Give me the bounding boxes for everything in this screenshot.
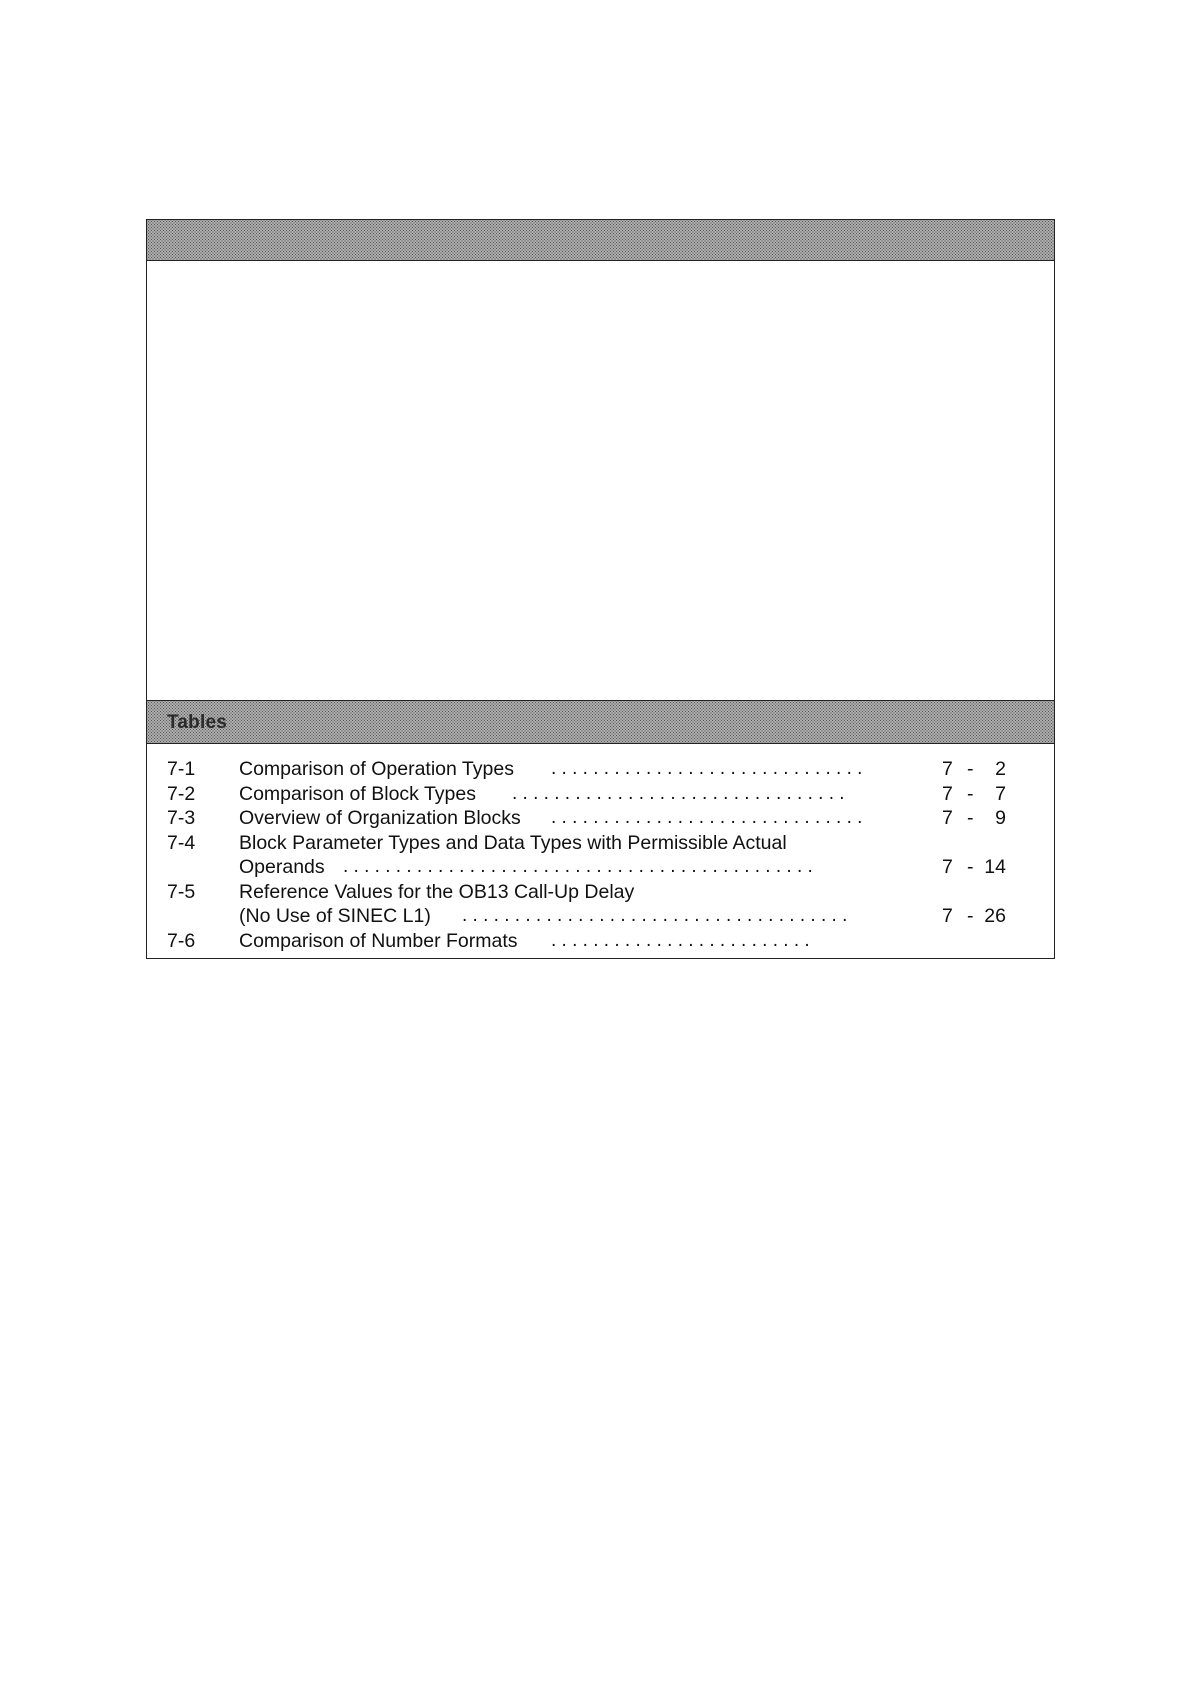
list-item[interactable] [147,757,1054,782]
tables-section-band [147,700,1054,744]
entry-number: 7-2 [167,782,196,805]
list-item[interactable] [147,929,1054,954]
entry-page: 14 [984,856,1006,878]
entry-dash: - [967,807,974,829]
entry-number: 7-5 [167,880,196,903]
entry-title: Comparison of Operation Types [239,758,514,780]
dot-leader: . . . . . . . . . . . . . . . . . . . . . . . . . . . . . . [551,807,863,828]
entry-number: 7-3 [167,807,196,829]
entry-number: 7-4 [167,831,196,854]
dot-leader: . . . . . . . . . . . . . . . . . . . . . . . . . . . . . . . . [512,782,845,804]
entry-chapter: 7 [942,856,953,878]
entry-dash: - [967,758,974,780]
entry-chapter: 7 [942,782,953,805]
entry-title-continuation: Operands [239,856,325,878]
entry-title: Reference Values for the OB13 Call-Up Delay [239,880,635,903]
list-item-continuation[interactable] [147,904,1054,929]
entry-page: 9 [995,807,1006,829]
top-shaded-band [147,220,1054,261]
list-item[interactable] [147,782,1054,807]
entry-dash: - [967,856,974,878]
list-item[interactable] [147,831,1054,856]
dot-leader: . . . . . . . . . . . . . . . . . . . . . . . . . . . . . . [551,758,863,779]
entry-page: 26 [984,905,1006,927]
entry-dash: - [967,782,974,805]
entry-chapter: 7 [942,905,953,927]
entry-title: Comparison of Number Formats [239,929,518,952]
entry-title: Block Parameter Types and Data Types with Permissible Actual [239,831,787,854]
entry-page: 2 [995,758,1006,780]
entry-chapter: 7 [942,758,953,780]
section-heading: Tables [167,712,227,733]
entry-page: 7 [995,782,1006,805]
list-item[interactable] [147,880,1054,905]
entry-dash: - [967,905,974,927]
tables-list [147,757,1054,953]
list-item-continuation[interactable] [147,855,1054,880]
entry-number: 7-6 [167,929,196,952]
dot-leader: . . . . . . . . . . . . . . . . . . . . . . . . . . . . . . . . . . . . . . . . . . . . . [343,856,813,877]
entry-title: Comparison of Block Types [239,782,476,805]
entry-title-continuation: (No Use of SINEC L1) [239,905,431,927]
entry-number: 7-1 [167,758,196,780]
list-item[interactable] [147,806,1054,831]
dot-leader: . . . . . . . . . . . . . . . . . . . . . . . . . [551,929,810,951]
entry-chapter: 7 [942,807,953,829]
entry-title: Overview of Organization Blocks [239,807,521,829]
dot-leader: . . . . . . . . . . . . . . . . . . . . . . . . . . . . . . . . . . . . . [462,905,848,926]
table-of-contents-frame [146,219,1055,959]
